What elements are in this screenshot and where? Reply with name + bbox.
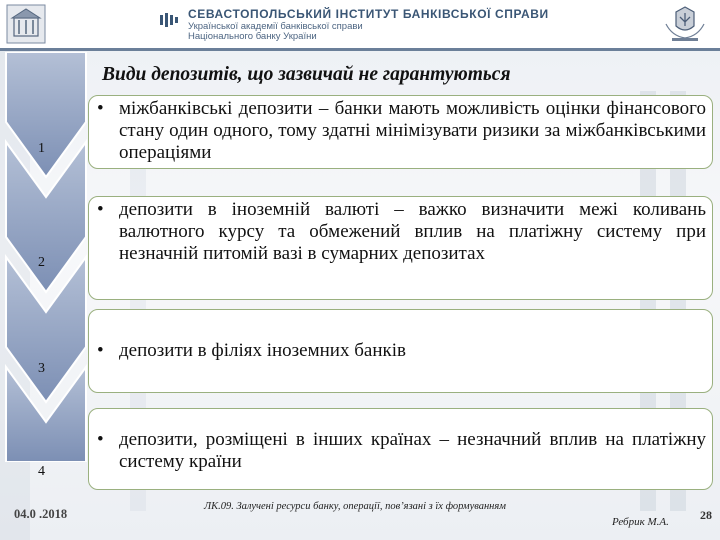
item-box-4 [88, 408, 713, 490]
institute-subtitle-2: Національного банку України [188, 31, 317, 42]
step-chevrons [0, 52, 92, 462]
slide-title: Види депозитів, що зазвичай не гарантуються [102, 64, 511, 85]
item-box-2 [88, 196, 713, 300]
item-text-4: • депозити, розміщені в інших країнах – незначний вплив на платіжну систему країни [97, 429, 706, 472]
page-number: 28 [700, 508, 712, 522]
step-number-4: 4 [38, 464, 45, 479]
step-number-2: 2 [38, 255, 45, 270]
institute-crest-icon [6, 4, 46, 44]
footer-author: Ребрик М.А. [612, 516, 669, 528]
step-number-1: 1 [38, 141, 45, 156]
item-text-3: • депозити в філіях іноземних банків [97, 340, 406, 361]
nbu-mark-icon [160, 13, 180, 27]
item-box-3 [88, 309, 713, 393]
slide-header [0, 0, 720, 48]
footer-date: 04.0 .2018 [14, 507, 68, 521]
step-number-3: 3 [38, 361, 45, 376]
bank-emblem-icon [660, 4, 710, 44]
footer-lecture-title: ЛК.09. Залучені ресурси банку, операції, пов’язані з їх формуванням [204, 501, 506, 512]
item-text-1: • міжбанківські депозити – банки мають можливість оцінки фінансового стану один одного, тому здатні мінімізувати ризики за міжбанківськими операціями [97, 98, 706, 163]
item-text-2: • депозити в іноземній валюті – важко визначити межі коливань валютного курсу та обмежений вплив на платіжну систему при незначній питомій вазі в сумарних депозитах [97, 199, 706, 264]
institute-name: СЕВАСТОПОЛЬСЬКИЙ ІНСТИТУТ БАНКІВСЬКОЇ СПРАВИ [188, 7, 549, 21]
item-box-1 [88, 95, 713, 169]
institute-subtitle-1: Української академії банківської справи [188, 21, 363, 32]
